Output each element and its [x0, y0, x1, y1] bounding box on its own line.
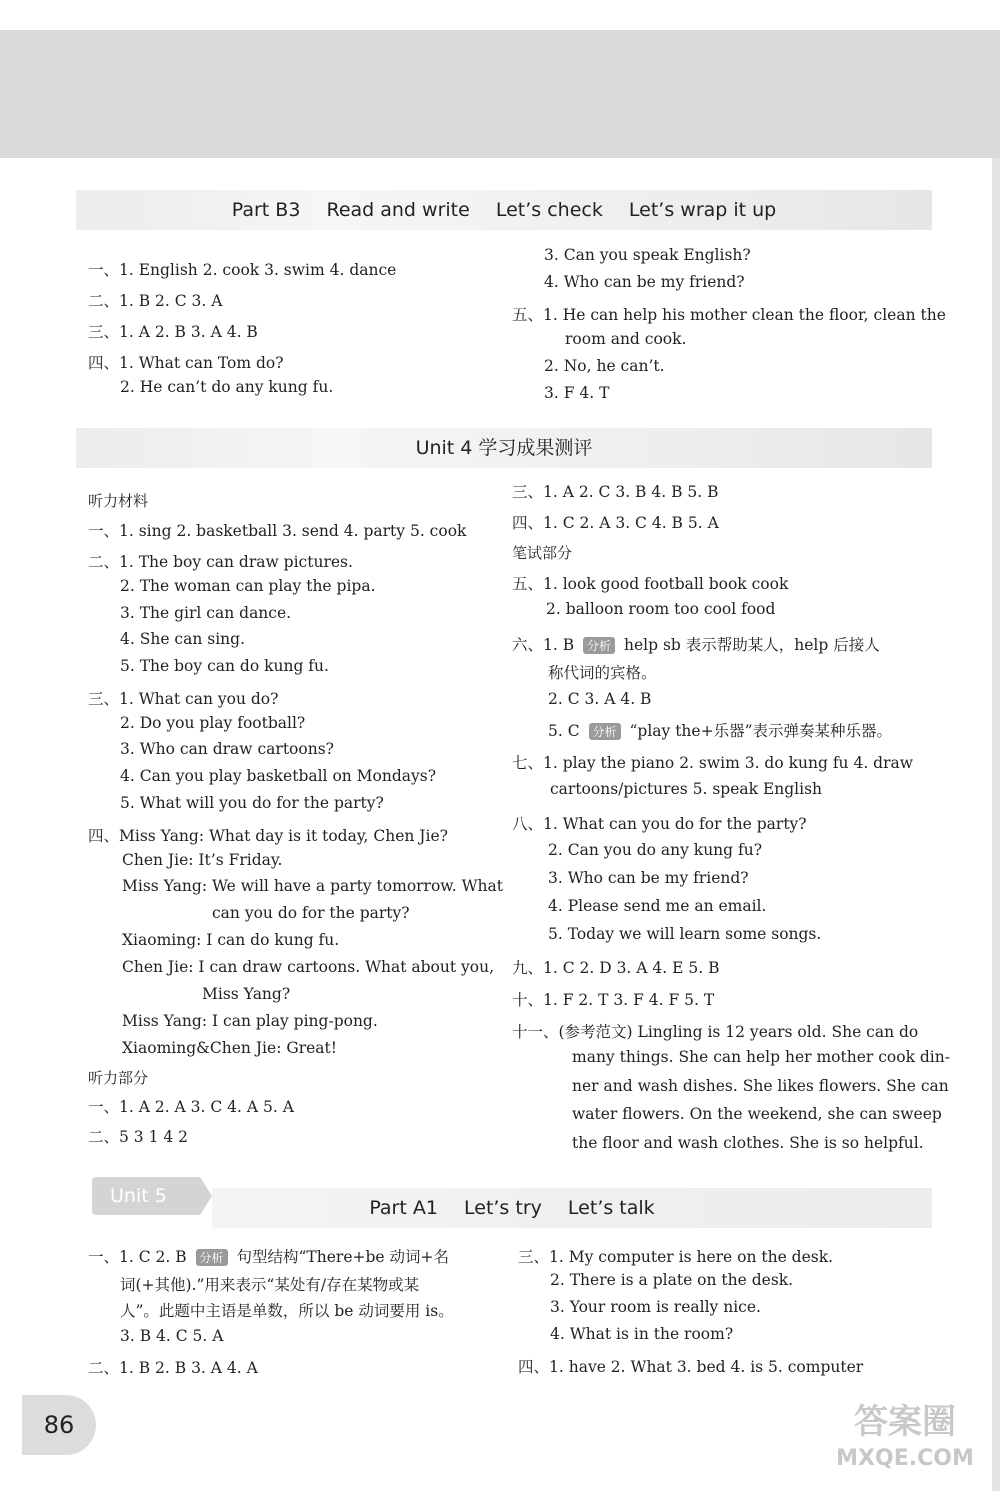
answer-line: 十、1. F 2. T 3. F 4. F 5. T	[512, 991, 715, 1009]
answer-line: 3. Who can draw cartoons?	[120, 740, 334, 758]
answer-line: cartoons/pictures 5. speak English	[550, 780, 823, 798]
answer-line: 2. Can you do any kung fu?	[548, 841, 763, 859]
answer-line: 二、5 3 1 4 2	[88, 1128, 189, 1146]
analysis-text: 句型结构“There+be 动词+名	[236, 1248, 449, 1266]
analysis-tag: 分析	[589, 723, 621, 740]
answer-line: 5. The boy can do kung fu.	[120, 657, 329, 675]
answer-line: 二、1. The boy can draw pictures.	[88, 553, 353, 571]
analysis-text: 称代词的宾格。	[548, 664, 657, 682]
answer-line: 3. Your room is really nice.	[550, 1298, 761, 1316]
section-part-label: Read and write	[326, 199, 470, 221]
answer-line: 2. Do you play football?	[120, 714, 306, 732]
answer-line: 2. There is a plate on the desk.	[550, 1271, 794, 1289]
answer-line: 四、1. C 2. A 3. C 4. B 5. A	[512, 514, 719, 532]
answer-line: 4. She can sing.	[120, 630, 245, 648]
answer-line: 三、1. A 2. B 3. A 4. B	[88, 323, 258, 341]
answer-line: 三、1. A 2. C 3. B 4. B 5. B	[512, 483, 719, 501]
answer-line: 2. The woman can play the pipa.	[120, 577, 376, 595]
answer-text: 一、1. C 2. B	[88, 1248, 187, 1266]
answer-line: 二、1. B 2. B 3. A 4. A	[88, 1359, 258, 1377]
section-part-label: Let’s try	[464, 1197, 542, 1219]
section-header-part-b3	[76, 190, 932, 230]
answer-line: 2. He can’t do any kung fu.	[120, 378, 334, 396]
answer-line: 五、1. look good football book cook	[512, 575, 789, 593]
answer-line: 二、1. B 2. C 3. A	[88, 292, 223, 310]
essay-line: water flowers. On the weekend, she can sweep	[572, 1105, 942, 1123]
answer-line: 三、1. My computer is here on the desk.	[518, 1248, 834, 1266]
section-part-label: Part B3	[231, 199, 301, 221]
answer-line: 九、1. C 2. D 3. A 4. E 5. B	[512, 959, 720, 977]
dialogue-line: 四、Miss Yang: What day is it today, Chen Jie?	[88, 827, 448, 845]
page-number: 86	[22, 1395, 96, 1455]
answer-line: 3. The girl can dance.	[120, 604, 292, 622]
watermark-text: 答案圈	[854, 1402, 956, 1442]
top-header-band	[0, 30, 1000, 158]
dialogue-line: Miss Yang: We will have a party tomorrow. What	[122, 877, 503, 895]
answer-line: 4. Can you play basketball on Mondays?	[120, 767, 437, 785]
analysis-tag: 分析	[583, 637, 615, 654]
header-divider	[0, 158, 1000, 164]
dialogue-line: Chen Jie: I can draw cartoons. What about you,	[122, 958, 495, 976]
dialogue-line: Miss Yang?	[202, 985, 291, 1003]
answer-line: 2. C 3. A 4. B	[548, 690, 652, 708]
section-title: Unit 4 学习成果测评	[415, 437, 593, 459]
watermark-logo	[820, 1400, 990, 1485]
dialogue-line: Xiaoming&Chen Jie: Great!	[122, 1039, 338, 1057]
answer-line: 一、1. English 2. cook 3. swim 4. dance	[88, 261, 397, 279]
page-edge	[992, 158, 1000, 1491]
answer-line: 4. What is in the room?	[550, 1325, 734, 1343]
analysis-text: 人”。此题中主语是单数，所以 be 动词要用 is。	[120, 1302, 454, 1320]
analysis-text: help sb 表示帮助某人，help 后接人	[624, 636, 880, 654]
section-part-label: Let’s talk	[567, 1197, 655, 1219]
dialogue-line: Xiaoming: I can do kung fu.	[122, 931, 340, 949]
subheading: 笔试部分	[512, 544, 573, 562]
unit-tab-arrow	[200, 1177, 212, 1215]
answer-line: 四、1. What can Tom do?	[88, 354, 284, 372]
answer-line: 八、1. What can you do for the party?	[512, 815, 807, 833]
essay-line	[512, 1020, 918, 1042]
unit-tab: Unit 5	[92, 1177, 200, 1215]
answer-line: room and cook.	[565, 330, 687, 348]
answer-line: 三、1. What can you do?	[88, 690, 279, 708]
dialogue-line: can you do for the party?	[212, 904, 410, 922]
answer-line: 七、1. play the piano 2. swim 3. do kung fu 4. draw	[512, 754, 914, 772]
answer-text: 六、1. B	[512, 636, 575, 654]
analysis-text: 词(+其他).”用来表示“某处有/存在某物或某	[120, 1276, 420, 1294]
analysis-tag: 分析	[196, 1249, 228, 1266]
section-header-unit4	[76, 428, 932, 468]
dialogue-line: Miss Yang: I can play ping-pong.	[122, 1012, 378, 1030]
essay-line: the floor and wash clothes. She is so helpful.	[572, 1134, 924, 1152]
answer-line	[88, 1245, 449, 1267]
answer-text: 5. C	[548, 722, 580, 740]
watermark-url: MXQE.COM	[836, 1446, 974, 1471]
answer-line: 五、1. He can help his mother clean the floor, clean the	[512, 306, 946, 324]
answer-line: 3. B 4. C 5. A	[120, 1327, 224, 1345]
answer-line: 一、1. A 2. A 3. C 4. A 5. A	[88, 1098, 294, 1116]
answer-line: 一、1. sing 2. basketball 3. send 4. party 5. cook	[88, 522, 467, 540]
section-header-unit5	[212, 1188, 812, 1228]
dialogue-line: Chen Jie: It’s Friday.	[122, 851, 283, 869]
answer-line: 4. Who can be my friend?	[544, 273, 745, 291]
answer-line: 4. Please send me an email.	[548, 897, 767, 915]
answer-line	[548, 719, 892, 741]
answer-line: 3. Can you speak English?	[544, 246, 751, 264]
essay-line: ner and wash dishes. She likes flowers. She can	[572, 1077, 949, 1095]
subheading: 听力部分	[88, 1069, 149, 1087]
essay-text: Lingling is 12 years old. She can do	[637, 1023, 919, 1041]
analysis-text: “play the+乐器”表示弹奏某种乐器。	[629, 722, 892, 740]
section-part-label: Part A1	[369, 1197, 438, 1219]
essay-label: 十一、(参考范文)	[512, 1023, 633, 1041]
answer-line: 5. Today we will learn some songs.	[548, 925, 822, 943]
answer-line: 2. No, he can’t.	[544, 357, 665, 375]
answer-line: 3. F 4. T	[544, 384, 610, 402]
answer-line: 3. Who can be my friend?	[548, 869, 749, 887]
subheading: 听力材料	[88, 492, 149, 510]
answer-line: 5. What will you do for the party?	[120, 794, 384, 812]
answer-line	[512, 633, 880, 655]
answer-line: 2. balloon room too cool food	[546, 600, 776, 618]
section-part-label: Let’s wrap it up	[628, 199, 777, 221]
essay-line: many things. She can help her mother cook din-	[572, 1048, 950, 1066]
section-part-label: Let’s check	[495, 199, 603, 221]
answer-line: 四、1. have 2. What 3. bed 4. is 5. computer	[518, 1358, 864, 1376]
